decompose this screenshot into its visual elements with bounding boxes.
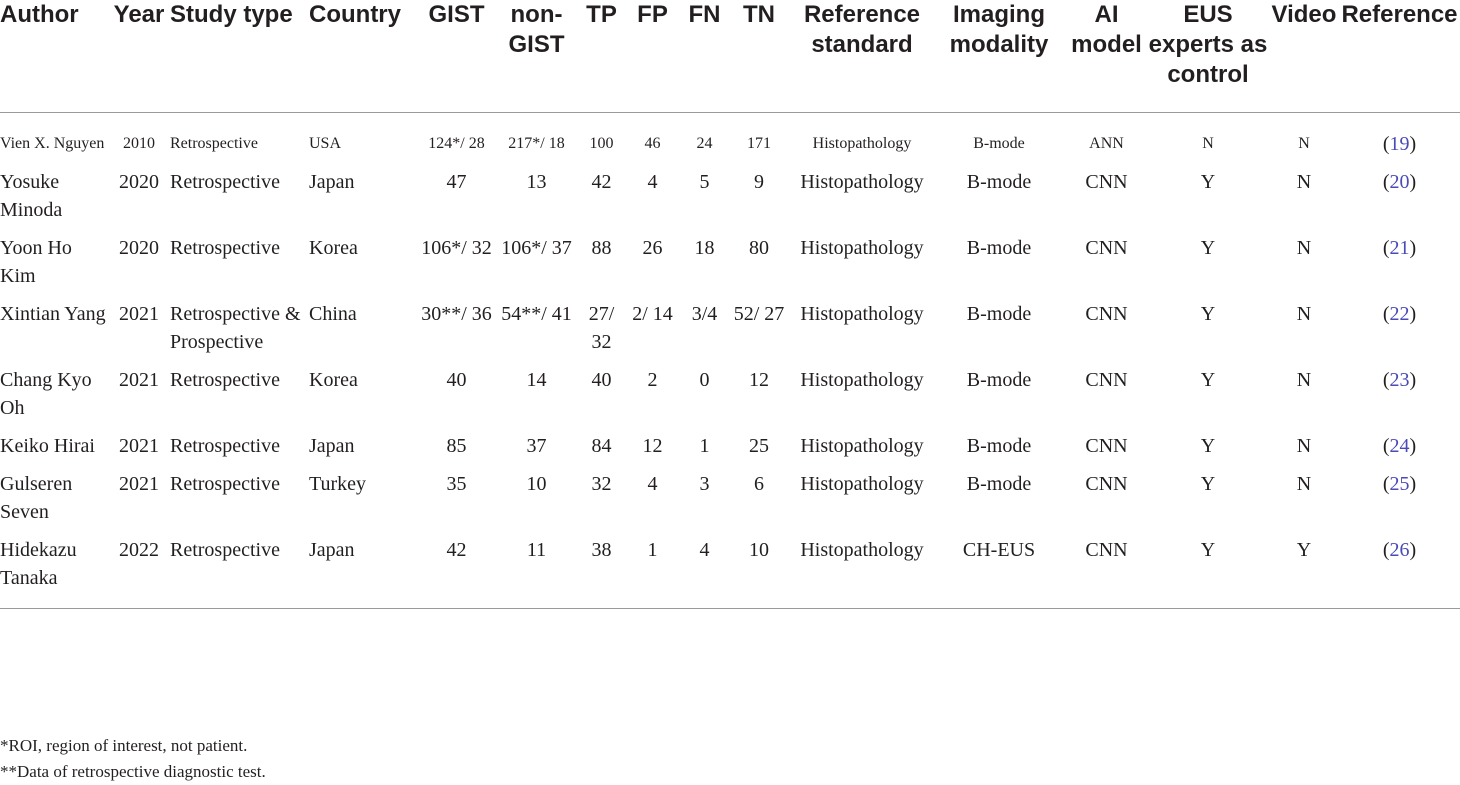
cell-fp: 26 [642,237,663,259]
cell-fn: 0 [699,369,710,391]
cell-video: N [1296,473,1312,495]
cell-non-gist: 217*/ 18 [508,135,565,152]
reference-paren: ) [1409,237,1417,259]
cell-video: N [1298,135,1310,152]
col-header: TP [586,1,617,28]
reference-link[interactable]: 24 [1389,435,1410,457]
cell-non-gist: 54**/ 41 [501,303,572,325]
cell-ai-model: CNN [1085,303,1128,325]
cell-tn: 80 [749,237,769,259]
cell-gist: 30**/ 36 [421,303,492,325]
cell-fn: 3 [699,473,710,495]
cell-non-gist: 13 [526,171,547,193]
cell-ai-model: CNN [1085,435,1128,457]
cell-fp: 1 [647,539,658,561]
reference-paren: ( [1382,171,1390,193]
cell-year: 2010 [123,135,155,152]
table-footnotes [0,733,266,785]
col-header: Video [1271,1,1337,28]
cell-video: N [1296,303,1312,325]
cell-video: N [1296,435,1312,457]
cell-ai-model: CNN [1085,237,1128,259]
footnote: *ROI, region of interest, not patient. [0,736,248,755]
cell-tp: 38 [591,539,612,561]
reference-paren: ) [1409,133,1417,155]
reference-paren: ( [1382,539,1390,561]
cell-country: USA [309,135,342,152]
cell-gist: 85 [446,435,467,457]
cell-year: 2020 [119,171,159,193]
cell-tn: 6 [754,473,764,495]
reference-link[interactable]: 26 [1389,539,1410,561]
cell-country: Japan [309,435,355,457]
cell-non-gist: 11 [526,539,547,561]
cell-study-type: Retrospective [170,369,280,391]
cell-tn: 52/ 27 [733,303,785,325]
col-header: FN [688,1,721,28]
reference-link[interactable]: 21 [1389,237,1410,259]
cell-reference [1339,366,1460,432]
table-row [0,536,1460,609]
cell-ai-model: CNN [1085,171,1128,193]
cell-fp: 46 [644,135,661,152]
cell-study-type: Retrospective & Prospective [170,303,301,353]
reference-paren: ( [1382,435,1390,457]
cell-tp: 40 [591,369,612,391]
cell-video: Y [1296,539,1312,561]
reference-paren: ( [1382,303,1390,325]
cell-gist: 124*/ 28 [428,135,485,152]
cell-gist: 47 [446,171,467,193]
col-header: Country [309,1,401,28]
cell-eus: Y [1200,369,1216,391]
col-header: TN [743,1,775,28]
cell-year: 2020 [119,237,159,259]
cell-non-gist: 37 [526,435,547,457]
col-header: non-GIST [508,1,565,58]
col-header: Reference [1341,1,1458,28]
cell-reference [1339,234,1460,300]
table-row [0,366,1460,432]
cell-fn: 5 [699,171,710,193]
reference-paren: ( [1382,237,1390,259]
table-row [0,432,1460,470]
cell-modality: B-mode [966,171,1032,193]
cell-reference [1339,113,1460,169]
cell-country: China [309,303,357,325]
cell-author: Hidekazu Tanaka [0,539,77,589]
cell-tp: 42 [591,171,612,193]
col-header: Year [113,1,165,28]
cell-fn: 1 [699,435,710,457]
cell-tn: 10 [749,539,769,561]
cell-fn: 4 [699,539,710,561]
cell-author: Vien X. Nguyen [0,135,105,152]
reference-paren: ) [1409,171,1417,193]
cell-author: Yosuke Minoda [0,171,63,221]
cell-study-type: Retrospective [170,171,280,193]
cell-study-type: Retrospective [170,473,280,495]
cell-fn: 24 [696,135,713,152]
cell-ref-standard: Histopathology [800,539,924,561]
cell-author: Chang Kyo Oh [0,369,92,419]
cell-modality: B-mode [966,369,1032,391]
cell-non-gist: 10 [526,473,547,495]
cell-fp: 12 [642,435,663,457]
cell-modality: B-mode [966,435,1032,457]
cell-modality: B-mode [973,135,1025,152]
reference-paren: ( [1382,369,1390,391]
cell-ref-standard: Histopathology [800,171,924,193]
col-header: GIST [428,1,485,28]
cell-ref-standard: Histopathology [800,237,924,259]
cell-ai-model: CNN [1085,539,1128,561]
cell-eus: Y [1200,539,1216,561]
reference-link[interactable]: 22 [1389,303,1410,325]
table-body [0,113,1460,609]
col-header: FP [637,1,668,28]
cell-tp: 88 [591,237,612,259]
cell-country: Japan [309,539,355,561]
cell-author: Keiko Hirai [0,435,95,457]
cell-eus: Y [1200,237,1216,259]
header-row [0,0,1460,113]
cell-year: 2021 [119,435,159,457]
col-header: Imaging modality [949,1,1049,58]
cell-ref-standard: Histopathology [800,303,924,325]
cell-non-gist: 106*/ 37 [501,237,572,259]
cell-fp: 4 [647,473,658,495]
cell-country: Turkey [309,473,367,495]
cell-eus: N [1202,135,1214,152]
cell-tn: 171 [747,135,771,152]
reference-paren: ) [1409,539,1417,561]
cell-modality: B-mode [966,237,1032,259]
cell-video: N [1296,237,1312,259]
cell-tp: 27/ 32 [588,303,615,353]
col-header: AI model [1071,1,1142,58]
col-header: Study type [170,1,293,28]
cell-modality: B-mode [966,473,1032,495]
cell-eus: Y [1200,171,1216,193]
cell-fp: 2 [647,369,658,391]
cell-tn: 25 [749,435,769,457]
cell-gist: 40 [446,369,467,391]
cell-tn: 9 [754,171,764,193]
col-header: EUS experts as control [1148,1,1268,88]
cell-country: Korea [309,369,358,391]
reference-paren: ( [1382,133,1390,155]
cell-year: 2022 [119,539,159,561]
cell-fp: 2/ 14 [632,303,673,325]
cell-study-type: Retrospective [170,135,258,152]
cell-eus: Y [1200,435,1216,457]
reference-link[interactable]: 25 [1389,473,1410,495]
cell-modality: CH-EUS [962,539,1036,561]
cell-country: Japan [309,171,355,193]
footnote: **Data of retrospective diagnostic test. [0,762,266,781]
cell-fn: 3/4 [691,303,718,325]
cell-study-type: Retrospective [170,435,280,457]
reference-paren: ) [1409,369,1417,391]
cell-ref-standard: Histopathology [800,435,924,457]
cell-year: 2021 [119,303,159,325]
reference-link[interactable]: 20 [1389,171,1410,193]
cell-ref-standard: Histopathology [812,135,912,152]
cell-eus: Y [1200,303,1216,325]
cell-ai-model: CNN [1085,369,1128,391]
cell-gist: 42 [446,539,467,561]
cell-reference [1339,432,1460,470]
cell-author: Xintian Yang [0,303,106,325]
cell-country: Korea [309,237,358,259]
reference-link[interactable]: 23 [1389,369,1410,391]
col-header: Reference standard [803,1,921,58]
table-row [0,234,1460,300]
cell-fp: 4 [647,171,658,193]
cell-ref-standard: Histopathology [800,369,924,391]
cell-modality: B-mode [966,303,1032,325]
cell-ai-model: CNN [1085,473,1128,495]
reference-link[interactable]: 19 [1389,133,1410,155]
cell-tp: 84 [591,435,612,457]
cell-author: Yoon Ho Kim [0,237,72,287]
reference-paren: ) [1409,435,1417,457]
reference-paren: ( [1382,473,1390,495]
table-row [0,300,1460,366]
cell-tp: 100 [589,135,614,152]
table-row [0,168,1460,234]
table-row [0,470,1460,536]
table-row [0,113,1460,169]
cell-video: N [1296,369,1312,391]
cell-year: 2021 [119,369,159,391]
cell-gist: 35 [446,473,467,495]
cell-year: 2021 [119,473,159,495]
cell-author: Gulseren Seven [0,473,73,523]
cell-tp: 32 [591,473,612,495]
cell-reference [1339,168,1460,234]
cell-ref-standard: Histopathology [800,473,924,495]
reference-paren: ) [1409,473,1417,495]
cell-eus: Y [1200,473,1216,495]
cell-fn: 18 [694,237,715,259]
cell-study-type: Retrospective [170,237,280,259]
col-header: Author [0,1,79,28]
cell-gist: 106*/ 32 [421,237,492,259]
cell-reference [1339,300,1460,366]
cell-video: N [1296,171,1312,193]
cell-reference [1339,470,1460,536]
cell-non-gist: 14 [526,369,547,391]
cell-reference [1339,536,1460,609]
cell-tn: 12 [749,369,769,391]
cell-ai-model: ANN [1089,135,1124,152]
reference-paren: ) [1409,303,1417,325]
cell-study-type: Retrospective [170,539,280,561]
